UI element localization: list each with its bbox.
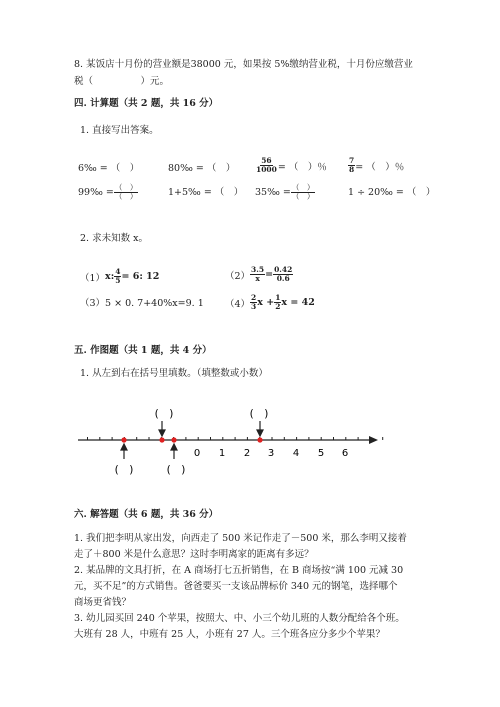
tick-label: 3 [267, 448, 275, 459]
eq1: （1） x : $\frac{4}{5}$ = 6: 12 [80, 267, 160, 285]
fraction: $\frac{( )}{( )}$ [114, 183, 138, 201]
problem2-line3: 商场更省钱？ [74, 597, 132, 608]
calc-r1c4: $\frac{7}{8}$ = （ ）％ [349, 156, 405, 174]
answer-paren: ( ) [166, 464, 186, 476]
tick-label: 1 [218, 448, 226, 459]
fraction: $\frac{1}{2}$ [275, 293, 281, 311]
problem2-line2: 元，买不足”的方式销售。爸爸要买一支该品牌标价 340 元的钢笔，选择哪个 [74, 581, 398, 592]
calc-r2c1: 99‰ = $\frac{( )}{( )}$ [78, 183, 138, 201]
fraction: $\frac{0.42}{0.6}$ [274, 265, 293, 283]
answer-paren: ( ) [249, 408, 269, 420]
problem3-line1: 3. 幼儿园买回 240 个苹果，按照大、中、小三个幼儿班的人数分配给各个班。 [74, 613, 405, 624]
fraction: $\frac{56}{1000}$ [256, 156, 277, 174]
tick-label: 4 [292, 448, 300, 459]
up-arrowhead [171, 444, 177, 450]
q8-line2: 税（ ）元。 [74, 76, 170, 87]
problem2-line1: 2. 某品牌的文具打折，在 A 商场打七五折销售，在 B 商场按“满 100 元减 30 [74, 565, 404, 576]
up-arrowhead [121, 444, 127, 450]
fraction: $\frac{( )}{( )}$ [291, 183, 315, 201]
red-point [171, 437, 176, 442]
fraction: $\frac{2}{3}$ [251, 293, 257, 311]
red-point [159, 437, 164, 442]
calc-r2c2: 1+5‰ = （ ） [168, 187, 244, 198]
tick-label: 0 [193, 448, 201, 459]
section5-title: 五. 作图题（共 1 题，共 4 分） [74, 345, 212, 356]
problem1-line2: 走了＋800 米是什么意思？这时李明离家的距离有多远？ [74, 549, 314, 560]
down-arrowhead [257, 430, 263, 436]
red-point [121, 437, 126, 442]
problem1-line1: 1. 我们把李明从家出发，向西走了 500 米记作走了－500 米，那么李明又接着 [74, 533, 407, 544]
eq2: （2） $\frac{3.5}{x}$ = $\frac{0.42}{0.6}$ [225, 265, 293, 283]
number-line-figure [70, 400, 390, 480]
down-arrowhead [159, 430, 165, 436]
calc-r1c2: 80‰ = （ ） [168, 163, 236, 174]
answer-paren: ( ) [154, 408, 174, 420]
tick-label: 5 [317, 448, 325, 459]
fraction: $\frac{7}{8}$ [349, 156, 355, 174]
calc-r2c4: 1 ÷ 20‰ = （ ） [348, 187, 436, 198]
section5-q1: 1. 从左到右在括号里填数。（填整数或小数） [80, 368, 268, 379]
calc-r1c1: 6‰ = （ ） [78, 163, 140, 174]
q8-line1: 8. 某饭店十月份的营业额是38000 元，如果按 5%缴纳营业税，十月份应缴营业 [74, 59, 413, 70]
tick-label: 6 [341, 448, 349, 459]
fraction: $\frac{4}{5}$ [115, 267, 121, 285]
eq4: （4） $\frac{2}{3}$ x + $\frac{1}{2}$ x = 42 [225, 293, 315, 311]
answer-paren: ( ) [114, 464, 134, 476]
section4-q1: 1. 直接写出答案。 [80, 125, 159, 136]
section4-q2: 2. 求未知数 x。 [80, 233, 148, 244]
eq3: （3）5 × 0. 7+40%x=9. 1 [80, 298, 204, 309]
tick-labels [194, 448, 348, 459]
problem3-line2: 大班有 28 人，中班有 25 人，小班有 27 人。三个班各应分多少个苹果？ [74, 629, 385, 640]
calc-r1c3: $\frac{56}{1000}$ = （ ）％ [256, 156, 327, 174]
fraction: $\frac{3.5}{x}$ [251, 265, 265, 283]
calc-r2c3: 35‰ = $\frac{( )}{( )}$ [255, 183, 315, 201]
section6-title: 六. 解答题（共 6 题，共 36 分） [74, 509, 219, 520]
section4-title: 四. 计算题（共 2 题，共 16 分） [74, 98, 219, 109]
tick-label: 2 [243, 448, 251, 459]
red-point [257, 437, 262, 442]
